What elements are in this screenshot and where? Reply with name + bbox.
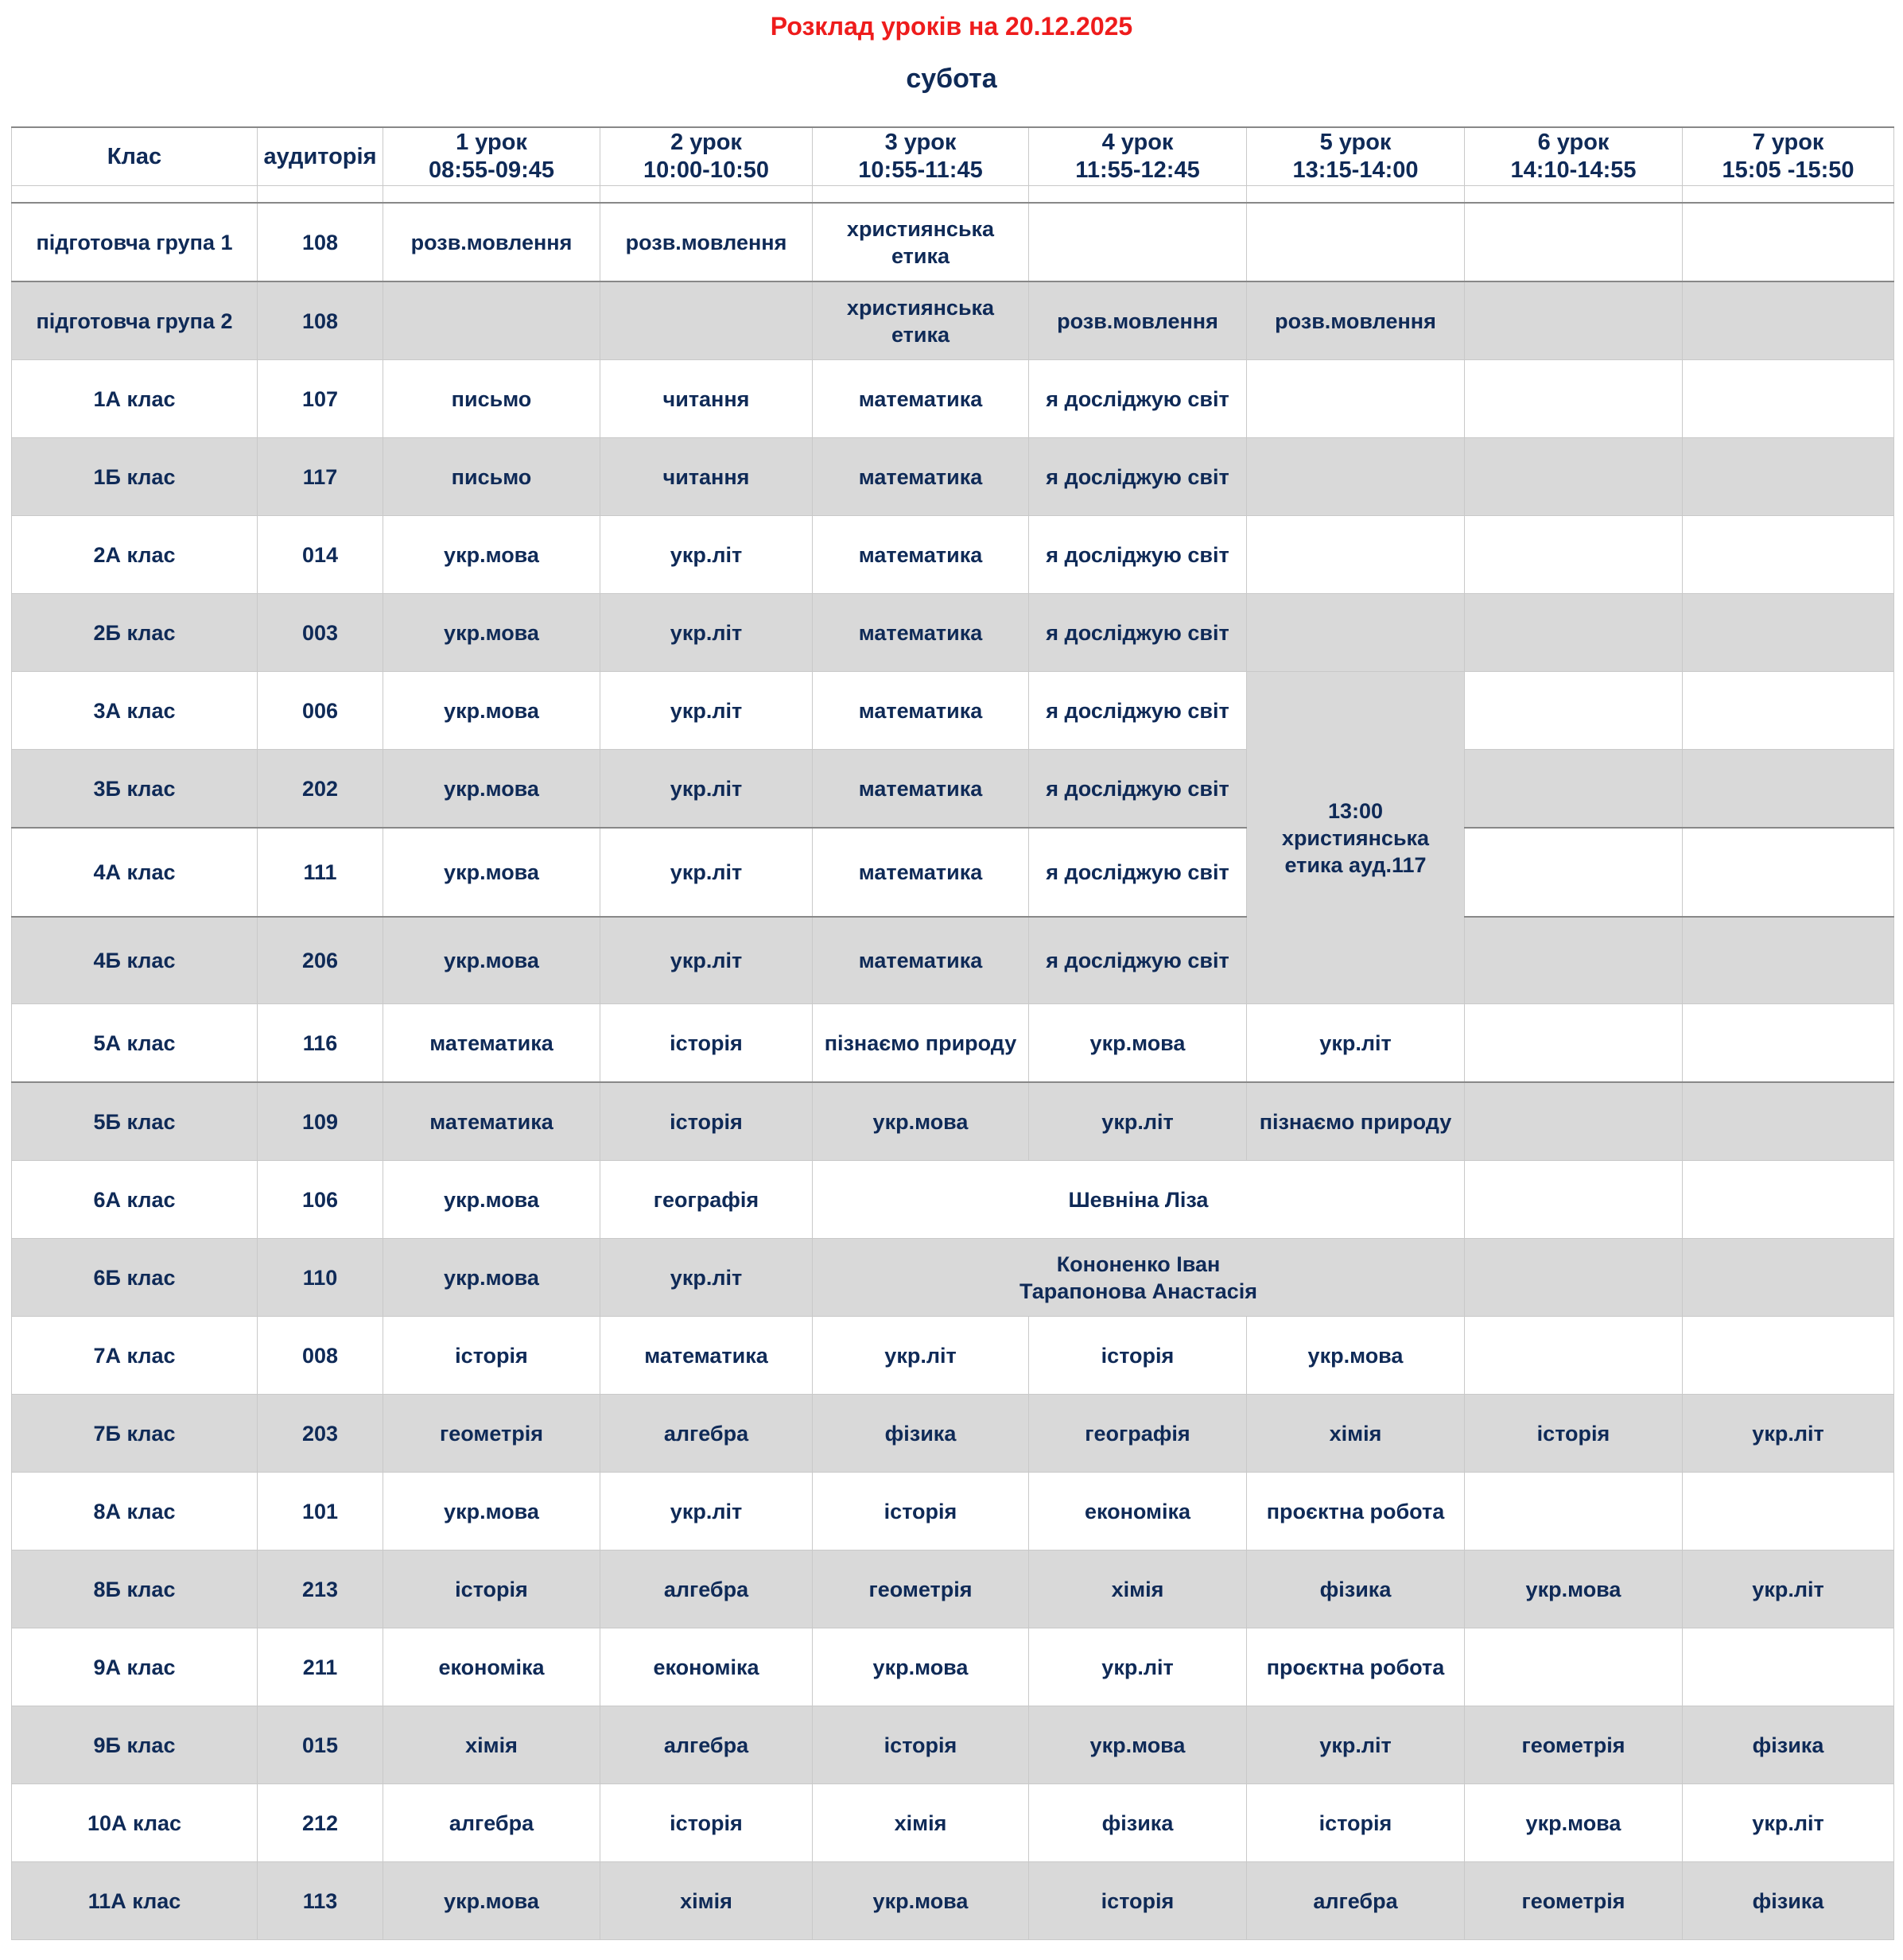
lesson-cell — [1465, 750, 1683, 829]
lesson-cell — [1465, 594, 1683, 672]
individual-study-note — [813, 1239, 1465, 1317]
lesson-cell: укр.мова — [383, 917, 600, 1004]
lesson-cell — [600, 281, 813, 360]
lesson-cell — [1465, 516, 1683, 594]
schedule-row — [12, 917, 1894, 1004]
lesson-cell: геометрія — [813, 1551, 1029, 1628]
lesson-cell: математика — [813, 438, 1029, 516]
lesson-cell — [383, 281, 600, 360]
schedule-row — [12, 828, 1894, 917]
lesson-cell: укр.мова — [1247, 1317, 1465, 1395]
room-number: 203 — [258, 1395, 383, 1473]
class-name: 5Б клас — [12, 1082, 258, 1161]
lesson-cell — [1683, 1161, 1894, 1239]
schedule-row — [12, 360, 1894, 438]
class-name: 7Б клас — [12, 1395, 258, 1473]
lesson-cell — [1683, 672, 1894, 750]
lesson-cell: укр.мова — [1465, 1551, 1683, 1628]
class-name: 5А клас — [12, 1004, 258, 1083]
lesson-cell: історія — [383, 1551, 600, 1628]
header-lesson-3: 3 урок 10:55-11:45 — [813, 127, 1029, 186]
schedule-row — [12, 1161, 1894, 1239]
lesson-cell — [1465, 1628, 1683, 1706]
lesson-cell — [1683, 917, 1894, 1004]
header-spacer-row — [12, 186, 1894, 204]
lesson-cell: я досліджую світ — [1029, 750, 1247, 829]
lesson-cell: укр.літ — [1029, 1628, 1247, 1706]
lesson-cell: історія — [1029, 1317, 1247, 1395]
lesson-cell: алгебра — [383, 1784, 600, 1862]
lesson-cell: я досліджую світ — [1029, 438, 1247, 516]
schedule-row — [12, 1317, 1894, 1395]
lesson-cell: хімія — [600, 1862, 813, 1940]
lesson-cell — [1465, 1082, 1683, 1161]
class-name: підготовча група 2 — [12, 281, 258, 360]
class-name: 4Б клас — [12, 917, 258, 1004]
lesson-cell: економіка — [600, 1628, 813, 1706]
lesson-cell — [1465, 1473, 1683, 1551]
lesson-cell: фізика — [1683, 1706, 1894, 1784]
ethics-note-cell — [1247, 672, 1465, 1004]
schedule-row — [12, 516, 1894, 594]
lesson-cell: алгебра — [600, 1395, 813, 1473]
room-number: 109 — [258, 1082, 383, 1161]
room-number: 117 — [258, 438, 383, 516]
header-lesson-5: 5 урок 13:15-14:00 — [1247, 127, 1465, 186]
individual-study-note: Шевніна Ліза — [813, 1161, 1465, 1239]
ethics-note-time: 13:00 — [1327, 798, 1384, 823]
schedule-row — [12, 672, 1894, 750]
class-name: підготовча група 1 — [12, 203, 258, 281]
class-name: 7А клас — [12, 1317, 258, 1395]
room-number: 212 — [258, 1784, 383, 1862]
lesson-cell: історія — [1465, 1395, 1683, 1473]
lesson-cell: історія — [1247, 1784, 1465, 1862]
room-number: 206 — [258, 917, 383, 1004]
lesson-cell: проєктна робота — [1247, 1473, 1465, 1551]
lesson-cell: я досліджую світ — [1029, 672, 1247, 750]
schedule-row — [12, 1784, 1894, 1862]
room-number: 101 — [258, 1473, 383, 1551]
lesson-cell: християнська етика — [813, 281, 1029, 360]
lesson-cell — [1683, 1473, 1894, 1551]
lesson-cell: історія — [813, 1473, 1029, 1551]
room-number: 014 — [258, 516, 383, 594]
lesson-cell — [1683, 1004, 1894, 1083]
lesson-cell: фізика — [1683, 1862, 1894, 1940]
lesson-cell — [1683, 438, 1894, 516]
lesson-cell: укр.мова — [383, 516, 600, 594]
lesson-cell: географія — [1029, 1395, 1247, 1473]
class-name: 6Б клас — [12, 1239, 258, 1317]
lesson-cell: укр.літ — [600, 1473, 813, 1551]
lesson-cell: укр.мова — [383, 1161, 600, 1239]
lesson-cell: читання — [600, 360, 813, 438]
lesson-cell — [1683, 594, 1894, 672]
schedule-row — [12, 438, 1894, 516]
lesson-cell: укр.літ — [1029, 1082, 1247, 1161]
room-number: 008 — [258, 1317, 383, 1395]
lesson-cell: укр.мова — [1029, 1706, 1247, 1784]
lesson-cell — [1465, 1161, 1683, 1239]
lesson-cell: математика — [813, 516, 1029, 594]
room-number: 113 — [258, 1862, 383, 1940]
lesson-cell: розв.мовлення — [1029, 281, 1247, 360]
lesson-cell: я досліджую світ — [1029, 917, 1247, 1004]
lesson-cell: економіка — [1029, 1473, 1247, 1551]
lesson-cell — [1247, 516, 1465, 594]
lesson-cell: пізнаємо природу — [1247, 1082, 1465, 1161]
room-number: 006 — [258, 672, 383, 750]
header-class: Клас — [12, 127, 258, 186]
student-name: Тарапонова Анастасія — [1019, 1279, 1258, 1303]
header-row — [12, 127, 1894, 186]
lesson-cell: укр.літ — [600, 828, 813, 917]
lesson-cell — [1683, 1082, 1894, 1161]
room-number: 015 — [258, 1706, 383, 1784]
lesson-cell: пізнаємо природу — [813, 1004, 1029, 1083]
lesson-cell: хімія — [813, 1784, 1029, 1862]
schedule-row — [12, 1004, 1894, 1083]
lesson-cell: геометрія — [1465, 1862, 1683, 1940]
lesson-cell: геометрія — [1465, 1706, 1683, 1784]
schedule-row — [12, 1239, 1894, 1317]
lesson-cell: я досліджую світ — [1029, 516, 1247, 594]
lesson-cell: читання — [600, 438, 813, 516]
room-number: 211 — [258, 1628, 383, 1706]
lesson-cell: математика — [813, 672, 1029, 750]
class-name: 1Б клас — [12, 438, 258, 516]
student-name: Кононенко Іван — [1056, 1252, 1221, 1276]
class-name: 3Б клас — [12, 750, 258, 829]
lesson-cell: математика — [813, 750, 1029, 829]
lesson-cell: укр.літ — [1247, 1004, 1465, 1083]
lesson-cell: проєктна робота — [1247, 1628, 1465, 1706]
header-lesson-7: 7 урок 15:05 -15:50 — [1683, 127, 1894, 186]
lesson-cell — [1465, 1317, 1683, 1395]
lesson-cell — [1683, 203, 1894, 281]
lesson-cell: хімія — [1029, 1551, 1247, 1628]
lesson-cell: фізика — [1247, 1551, 1465, 1628]
lesson-cell: економіка — [383, 1628, 600, 1706]
lesson-cell: математика — [813, 594, 1029, 672]
class-name: 8А клас — [12, 1473, 258, 1551]
room-number: 116 — [258, 1004, 383, 1083]
lesson-cell — [1247, 360, 1465, 438]
lesson-cell: християнська етика — [813, 203, 1029, 281]
class-name: 3А клас — [12, 672, 258, 750]
ethics-note-room: етика ауд.117 — [1284, 852, 1427, 877]
header-lesson-1: 1 урок 08:55-09:45 — [383, 127, 600, 186]
room-number: 108 — [258, 203, 383, 281]
lesson-cell — [1683, 1628, 1894, 1706]
lesson-cell — [1683, 828, 1894, 917]
lesson-cell: укр.мова — [383, 1862, 600, 1940]
lesson-cell — [1465, 828, 1683, 917]
room-number: 003 — [258, 594, 383, 672]
schedule-row — [12, 203, 1894, 281]
lesson-cell: математика — [383, 1004, 600, 1083]
lesson-cell: я досліджую світ — [1029, 828, 1247, 917]
schedule-title: Розклад уроків на 20.12.2025 — [770, 12, 1133, 41]
schedule-row — [12, 594, 1894, 672]
lesson-cell: розв.мовлення — [383, 203, 600, 281]
lesson-cell: хімія — [1247, 1395, 1465, 1473]
lesson-cell: алгебра — [600, 1551, 813, 1628]
lesson-cell: фізика — [1029, 1784, 1247, 1862]
class-name: 2Б клас — [12, 594, 258, 672]
lesson-cell — [1465, 281, 1683, 360]
lesson-cell: алгебра — [600, 1706, 813, 1784]
lesson-cell — [1683, 360, 1894, 438]
class-name: 8Б клас — [12, 1551, 258, 1628]
lesson-cell: історія — [600, 1784, 813, 1862]
lesson-cell — [1465, 438, 1683, 516]
lesson-cell: історія — [383, 1317, 600, 1395]
class-name: 11А клас — [12, 1862, 258, 1940]
schedule-row — [12, 1862, 1894, 1940]
lesson-cell: геометрія — [383, 1395, 600, 1473]
lesson-cell — [1683, 1239, 1894, 1317]
lesson-cell: я досліджую світ — [1029, 360, 1247, 438]
room-number: 107 — [258, 360, 383, 438]
schedule-row — [12, 1628, 1894, 1706]
room-number: 108 — [258, 281, 383, 360]
lesson-cell — [1465, 203, 1683, 281]
lesson-cell: укр.літ — [600, 1239, 813, 1317]
lesson-cell — [1465, 917, 1683, 1004]
lesson-cell: укр.мова — [1029, 1004, 1247, 1083]
room-number: 111 — [258, 828, 383, 917]
lesson-cell — [1683, 750, 1894, 829]
lesson-cell: розв.мовлення — [600, 203, 813, 281]
header-lesson-2: 2 урок 10:00-10:50 — [600, 127, 813, 186]
class-name: 9Б клас — [12, 1706, 258, 1784]
lesson-cell: історія — [1029, 1862, 1247, 1940]
lesson-cell: розв.мовлення — [1247, 281, 1465, 360]
lesson-cell: математика — [813, 917, 1029, 1004]
lesson-cell: укр.мова — [813, 1862, 1029, 1940]
lesson-cell — [1247, 438, 1465, 516]
lesson-cell: хімія — [383, 1706, 600, 1784]
lesson-cell: укр.мова — [383, 672, 600, 750]
lesson-cell: укр.мова — [383, 828, 600, 917]
room-number: 202 — [258, 750, 383, 829]
ethics-note-subject: християнська — [1281, 825, 1430, 850]
schedule-row — [12, 1551, 1894, 1628]
class-name: 2А клас — [12, 516, 258, 594]
room-number: 110 — [258, 1239, 383, 1317]
class-name: 4А клас — [12, 828, 258, 917]
lesson-cell: укр.літ — [813, 1317, 1029, 1395]
lesson-cell: укр.мова — [383, 594, 600, 672]
schedule-row — [12, 1395, 1894, 1473]
class-name: 6А клас — [12, 1161, 258, 1239]
lesson-cell: укр.літ — [600, 516, 813, 594]
header-lesson-6: 6 урок 14:10-14:55 — [1465, 127, 1683, 186]
lesson-cell: укр.літ — [600, 594, 813, 672]
lesson-cell: історія — [600, 1082, 813, 1161]
lesson-cell: математика — [383, 1082, 600, 1161]
class-name: 1А клас — [12, 360, 258, 438]
lesson-cell: укр.мова — [813, 1628, 1029, 1706]
day-label: субота — [906, 64, 997, 94]
room-number: 106 — [258, 1161, 383, 1239]
lesson-cell — [1465, 1004, 1683, 1083]
lesson-cell — [1465, 1239, 1683, 1317]
class-name: 10А клас — [12, 1784, 258, 1862]
lesson-cell: математика — [600, 1317, 813, 1395]
schedule-row — [12, 1082, 1894, 1161]
schedule-row — [12, 1473, 1894, 1551]
lesson-cell: письмо — [383, 438, 600, 516]
lesson-cell: укр.літ — [600, 917, 813, 1004]
class-name: 9А клас — [12, 1628, 258, 1706]
lesson-cell — [1683, 516, 1894, 594]
header-room: аудиторія — [258, 127, 383, 186]
lesson-cell: історія — [813, 1706, 1029, 1784]
schedule-table — [11, 126, 1894, 1940]
lesson-cell: укр.мова — [1465, 1784, 1683, 1862]
lesson-cell: алгебра — [1247, 1862, 1465, 1940]
lesson-cell: укр.літ — [1683, 1784, 1894, 1862]
lesson-cell: укр.мова — [383, 750, 600, 829]
lesson-cell: укр.мова — [383, 1239, 600, 1317]
lesson-cell: географія — [600, 1161, 813, 1239]
schedule-row — [12, 750, 1894, 829]
lesson-cell: укр.літ — [1683, 1551, 1894, 1628]
lesson-cell: укр.літ — [600, 750, 813, 829]
schedule-row — [12, 1706, 1894, 1784]
lesson-cell: укр.мова — [383, 1473, 600, 1551]
lesson-cell: укр.літ — [1683, 1395, 1894, 1473]
lesson-cell — [1029, 203, 1247, 281]
lesson-cell — [1465, 360, 1683, 438]
lesson-cell: математика — [813, 828, 1029, 917]
lesson-cell — [1247, 203, 1465, 281]
lesson-cell — [1465, 672, 1683, 750]
lesson-cell — [1247, 594, 1465, 672]
lesson-cell — [1683, 1317, 1894, 1395]
lesson-cell: математика — [813, 360, 1029, 438]
lesson-cell: фізика — [813, 1395, 1029, 1473]
lesson-cell: письмо — [383, 360, 600, 438]
lesson-cell: укр.літ — [600, 672, 813, 750]
lesson-cell: історія — [600, 1004, 813, 1083]
lesson-cell: укр.літ — [1247, 1706, 1465, 1784]
lesson-cell — [1683, 281, 1894, 360]
room-number: 213 — [258, 1551, 383, 1628]
header-lesson-4: 4 урок 11:55-12:45 — [1029, 127, 1247, 186]
lesson-cell: укр.мова — [813, 1082, 1029, 1161]
schedule-row — [12, 281, 1894, 360]
lesson-cell: я досліджую світ — [1029, 594, 1247, 672]
